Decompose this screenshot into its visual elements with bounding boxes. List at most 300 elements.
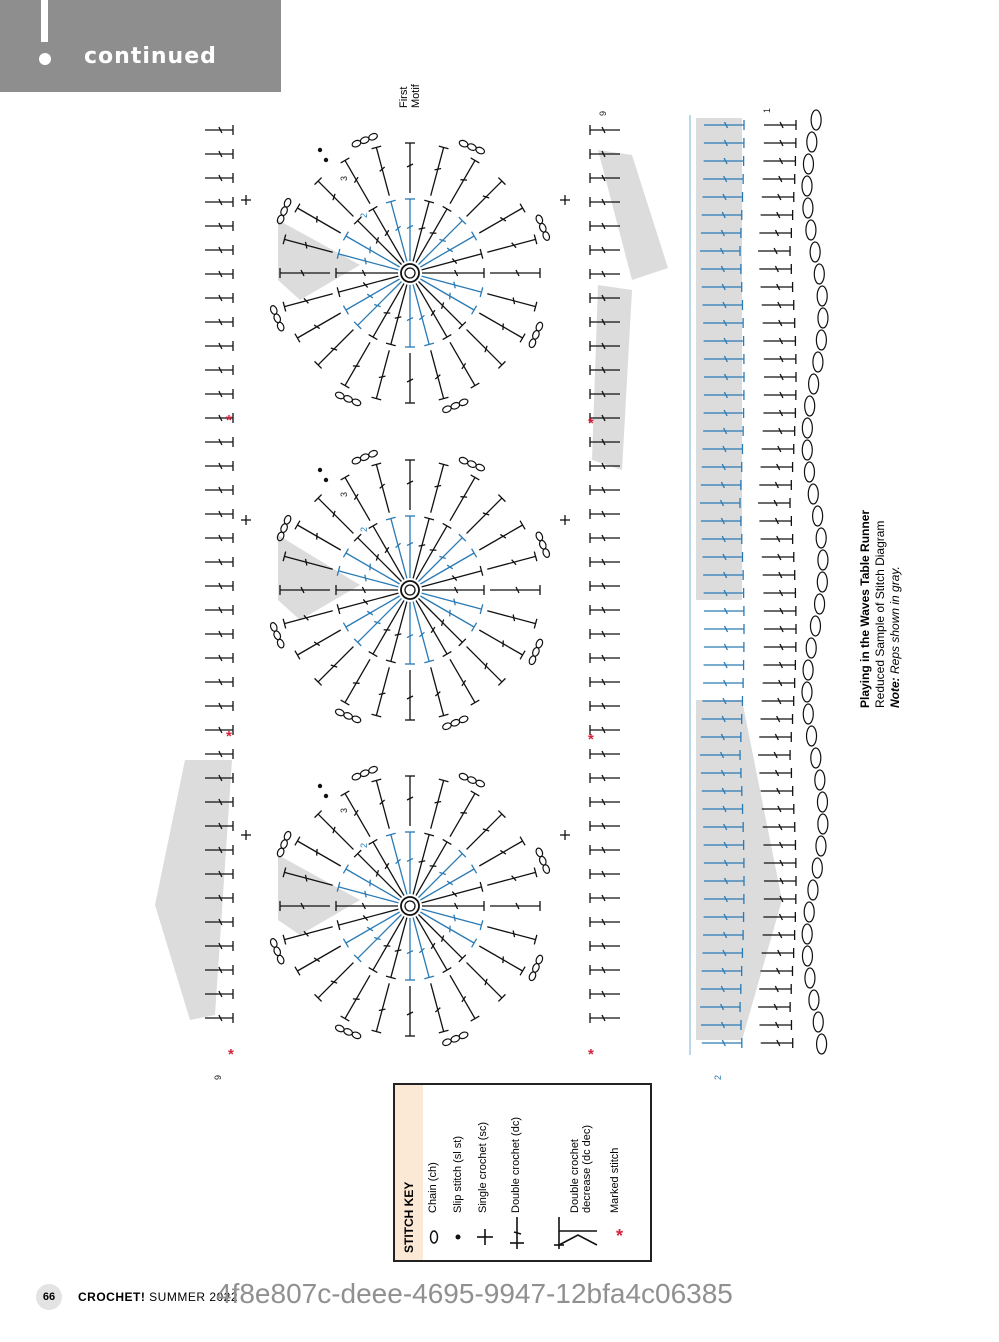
dc-symbol [205,293,233,303]
dc-symbol [372,146,390,196]
dc-symbol [372,779,390,829]
dc-symbol [758,498,790,508]
dc-symbol [759,732,791,742]
slip-stitch-dot [324,478,328,482]
dc-symbol [490,268,540,278]
chain-oval [368,765,379,774]
chain-oval [803,154,813,174]
dc-symbol [369,600,404,656]
sc-symbol [241,515,251,525]
dc-symbol [420,232,476,267]
chain-oval [809,990,819,1010]
round-number: 3 [339,807,349,813]
dc-symbol [341,475,370,521]
dc-symbol [418,281,465,328]
chain-oval [269,622,278,633]
dc-symbol [759,516,791,526]
dc-symbol [704,660,744,670]
chain-oval [812,858,822,878]
dc-symbol [205,533,233,543]
dc-symbol [764,606,796,616]
motif-center-ring [401,264,419,282]
dc-symbol [763,318,795,328]
dc-symbol [763,570,795,580]
dc-symbol [590,629,620,639]
caption-note-text: Reps shown in gray. [888,566,902,674]
dc-symbol [205,461,233,471]
chain-oval [475,463,486,472]
dc-symbol [205,149,233,159]
page-number: 66 [36,1284,62,1310]
dc-symbol [763,336,795,346]
dc-symbol [205,581,233,591]
dc-symbol [759,480,791,490]
chain-oval [542,231,551,242]
dc-symbol [372,983,390,1033]
chain-oval [806,220,816,240]
chain-oval [818,550,828,570]
dc-symbol [354,850,401,897]
dc-symbol [590,989,620,999]
dc-symbol [487,927,537,945]
dc-symbol [467,963,506,1002]
reps-gray-area [598,150,668,280]
dc-symbol [422,268,484,278]
dc-symbol [205,605,233,615]
chain-oval [817,1034,827,1054]
dc-symbol [590,917,620,927]
chain-oval [805,968,815,988]
dc-symbol [418,598,465,645]
chain-oval [802,176,812,196]
dc-symbol [761,786,793,796]
chain-oval [808,880,818,900]
chain-oval [804,462,814,482]
round-number: 2 [359,212,369,218]
dc-symbol [758,750,790,760]
dc-symbol [590,773,620,783]
key-label-dc-decrease: Double crochet decrease (dc dec) [569,1124,593,1213]
dc-symbol [405,832,415,894]
dc-symbol [763,408,795,418]
motif-center-ring [401,897,419,915]
dc-symbol [205,269,233,279]
dc-symbol [590,605,620,615]
chain-oval [442,405,453,414]
dc-symbol [315,647,354,686]
continued-label: continued [84,44,217,69]
dc-symbol [764,354,796,364]
dc-symbol [205,749,233,759]
sc-symbol [560,830,570,840]
dc-symbol [758,246,790,256]
dc-symbol [405,516,415,578]
dc-symbol [763,156,795,166]
dc-symbol [405,986,415,1036]
dc-symbol [479,313,525,342]
dc-symbol [487,552,537,570]
row-number-top-end: 9 [213,1074,223,1080]
chain-oval [809,374,819,394]
chain-oval [269,938,278,949]
chain-oval-icon [431,1231,438,1243]
dc-symbol [405,460,415,510]
chain-oval [368,132,379,141]
chain-oval [804,902,814,922]
dc-symbol [761,1038,793,1048]
dc-symbol [354,598,401,645]
chain-oval [813,352,823,372]
dc-symbol [418,534,465,581]
dc-symbol [450,342,479,388]
dc-symbol [479,204,525,233]
dc-symbol [590,653,620,663]
dc-symbol [405,143,415,193]
diagram-caption [858,510,903,708]
dc-symbol [590,125,620,135]
marked-stitch-asterisk: * [226,728,232,745]
dc-symbol [405,918,415,980]
dc-symbol [450,975,479,1021]
chain-oval [283,830,292,841]
dc-symbol [590,1013,620,1023]
dc-symbol [487,611,537,629]
dc-symbol [590,941,620,951]
dc-symbol [487,294,537,312]
chain-oval [802,924,812,944]
chain-oval [528,971,537,982]
dc-symbol [761,714,793,724]
dc-symbol [431,779,449,829]
round-number: 2 [359,842,369,848]
dc-symbol [763,678,795,688]
key-label-slip-stitch: Slip stitch (sl st) [452,1135,464,1213]
dc-symbol [760,966,792,976]
dc-symbol [372,667,390,717]
dc-symbol [704,606,744,616]
dc-symbol [315,495,354,534]
dc-symbol [590,797,620,807]
dc-symbol [590,677,620,687]
dc-symbol [431,146,449,196]
chain-oval [803,660,813,680]
dc-symbol [762,552,794,562]
dc-symbol [431,350,449,400]
chain-oval [368,449,379,458]
dc-symbol [450,659,479,705]
dc-symbol [405,602,415,664]
dc-symbol [487,868,537,886]
chain-oval [817,572,827,592]
sc-symbol [560,195,570,205]
dc-symbol [295,946,341,975]
dc-symbol [703,678,743,688]
dc-symbol [372,350,390,400]
dc-symbol [590,701,620,711]
key-label-single-crochet: Single crochet (sc) [477,1121,489,1213]
chain-oval [542,548,551,559]
dc-symbol [759,768,791,778]
reps-gray-area [155,760,232,1020]
chain-oval [475,779,486,788]
row-number-bottom-start: 1 [762,107,772,113]
dc-symbol [205,389,233,399]
dc-symbol [467,330,506,369]
dc-symbol [763,426,795,436]
chain-oval [817,792,827,812]
dc-symbol [205,437,233,447]
dc-symbol [405,670,415,720]
caption-subtitle: Reduced Sample of Stitch Diagram [873,520,887,708]
dc-symbol [343,865,399,900]
dc-symbol [450,791,479,837]
chain-oval [442,722,453,731]
motif-center-ring [405,901,415,911]
dc-symbol [422,585,484,595]
chain-oval [814,264,824,284]
dc-symbol [467,495,506,534]
dc-symbol [467,647,506,686]
dc-symbol [205,629,233,639]
dc-symbol [295,204,341,233]
sc-symbol [560,515,570,525]
dc-symbol [590,869,620,879]
motif-center-ring [401,581,419,599]
key-label-double-crochet: Double crochet (dc) [510,1117,522,1213]
dc-symbol [205,245,233,255]
dc-symbol [369,206,404,262]
dc-symbol [295,521,341,550]
caption-note-label: Note: [888,677,902,708]
dc-symbol [205,317,233,327]
stitch-key-title: STITCH KEY [402,1181,416,1253]
dc-symbol [764,642,796,652]
chain-oval [802,440,812,460]
marked-stitch-asterisk: * [226,412,232,429]
dc-symbol [431,983,449,1033]
dc-symbol [590,749,620,759]
dc-symbol [763,660,795,670]
dc-symbol [759,1020,791,1030]
dc-symbol [341,975,370,1021]
chain-oval [806,638,816,658]
dc-symbol [762,804,794,814]
dc-symbol [418,850,465,897]
dc-symbol [431,463,449,513]
dc-symbol [416,206,451,262]
dc-symbol [762,696,794,706]
dc-symbol [405,353,415,403]
dc-symbol [490,585,540,595]
round-number: 2 [359,526,369,532]
dc-symbol [205,677,233,687]
chain-oval [283,197,292,208]
chain-oval [528,338,537,349]
motif-center-ring [405,585,415,595]
dc-symbol [205,341,233,351]
chain-oval [334,1024,345,1033]
publication-line: CROCHET! SUMMER 2022 [78,1290,239,1304]
dc-symbol [341,342,370,388]
slip-stitch-dot [324,158,328,162]
dc-symbol [590,557,620,567]
dc-symbol [759,264,791,274]
dc-symbol [590,725,620,735]
slip-stitch-dot [318,468,322,472]
dc-symbol [761,282,793,292]
dc-symbol [420,912,476,947]
dc-symbol [420,549,476,584]
dc-symbol [343,549,399,584]
dc-symbol [761,210,793,220]
sc-symbol [241,195,251,205]
dc-symbol [704,624,744,634]
dc-symbol [420,596,476,631]
slip-stitch-dot-icon [456,1235,461,1240]
asterisk-icon: * [616,1226,624,1246]
chain-oval [802,682,812,702]
dc-symbol [450,475,479,521]
chain-oval [815,594,825,614]
dc-symbol [763,588,795,598]
dc-symbol [405,776,415,826]
dc-decrease-icon [554,1217,597,1249]
dc-symbol [431,667,449,717]
dc-symbol [343,912,399,947]
dc-symbol [479,837,525,866]
dc-symbol [354,281,401,328]
dc-symbol [758,1002,790,1012]
dc-symbol [487,235,537,253]
chain-oval [334,391,345,400]
dc-symbol [369,839,404,895]
marked-stitch-asterisk: * [588,731,594,748]
dc-symbol [405,199,415,261]
first-motif-label: First Motif [398,84,422,108]
chain-oval [810,242,820,262]
key-label-marked-stitch: Marked stitch [609,1147,621,1213]
dc-symbol [369,523,404,579]
dc-symbol [205,653,233,663]
dc-symbol [420,279,476,314]
chain-oval [442,1038,453,1047]
dc-symbol [590,845,620,855]
dc-symbol [354,914,401,961]
chain-oval [269,305,278,316]
dc-symbol [295,837,341,866]
chain-oval [334,708,345,717]
dc-symbol [761,534,793,544]
page-footer [36,1282,238,1312]
chain-oval [808,484,818,504]
dc-symbol [590,221,620,231]
chain-oval [475,146,486,155]
chain-oval [815,770,825,790]
dc-symbol [205,701,233,711]
round-number: 3 [339,491,349,497]
dc-symbol [479,946,525,975]
slip-stitch-dot [318,784,322,788]
dc-symbol [416,916,451,972]
dc-symbol [315,330,354,369]
dc-symbol [369,916,404,972]
marked-stitch-asterisk: * [588,415,594,432]
sc-symbol [241,830,251,840]
chain-oval [811,110,821,130]
chain-oval [810,616,820,636]
dc-symbol [205,365,233,375]
dc-symbol [450,158,479,204]
dc-symbol [205,125,233,135]
chain-oval [802,418,812,438]
dc-symbol [590,509,620,519]
dc-symbol [764,624,796,634]
dc-symbol [205,197,233,207]
chain-oval [813,506,823,526]
chain-oval [816,836,826,856]
row-number-bottom-end: 2 [713,1074,723,1080]
dc-symbol [295,630,341,659]
dc-symbol [416,283,451,339]
marked-stitch-asterisk: * [228,1046,234,1063]
marked-stitch-asterisk: * [588,1046,594,1063]
dc-symbol [761,462,793,472]
double-crochet-icon [510,1217,524,1249]
dc-symbol [764,138,796,148]
dc-symbol [763,174,795,184]
dc-symbol [315,963,354,1002]
dc-symbol [764,120,796,130]
chain-oval [807,726,817,746]
dc-symbol [762,444,794,454]
dc-symbol [762,192,794,202]
chain-oval [803,704,813,724]
dc-symbol [762,300,794,310]
motif-center-ring [405,268,415,278]
dc-symbol [590,581,620,591]
dc-symbol [590,821,620,831]
dc-symbol [416,523,451,579]
round-number: 3 [339,175,349,181]
chain-oval [803,198,813,218]
dc-symbol [590,269,620,279]
dc-symbol [467,178,506,217]
slip-stitch-dot [318,148,322,152]
dc-symbol [343,279,399,314]
chain-oval [818,814,828,834]
dc-symbol [405,285,415,347]
slip-stitch-dot [324,794,328,798]
chain-oval [528,655,537,666]
dc-symbol [590,893,620,903]
dc-symbol [590,965,620,975]
stitch-key [393,1083,652,1262]
dc-symbol [418,217,465,264]
dc-symbol [764,390,796,400]
dc-symbol [205,509,233,519]
chain-oval [817,286,827,306]
dc-symbol [341,791,370,837]
dc-symbol [372,463,390,513]
dc-symbol [422,901,484,911]
chain-oval [802,946,812,966]
chain-oval [811,748,821,768]
dc-symbol [354,217,401,264]
dc-symbol [418,914,465,961]
dc-symbol [467,811,506,850]
chain-oval [816,528,826,548]
dc-symbol [315,811,354,850]
